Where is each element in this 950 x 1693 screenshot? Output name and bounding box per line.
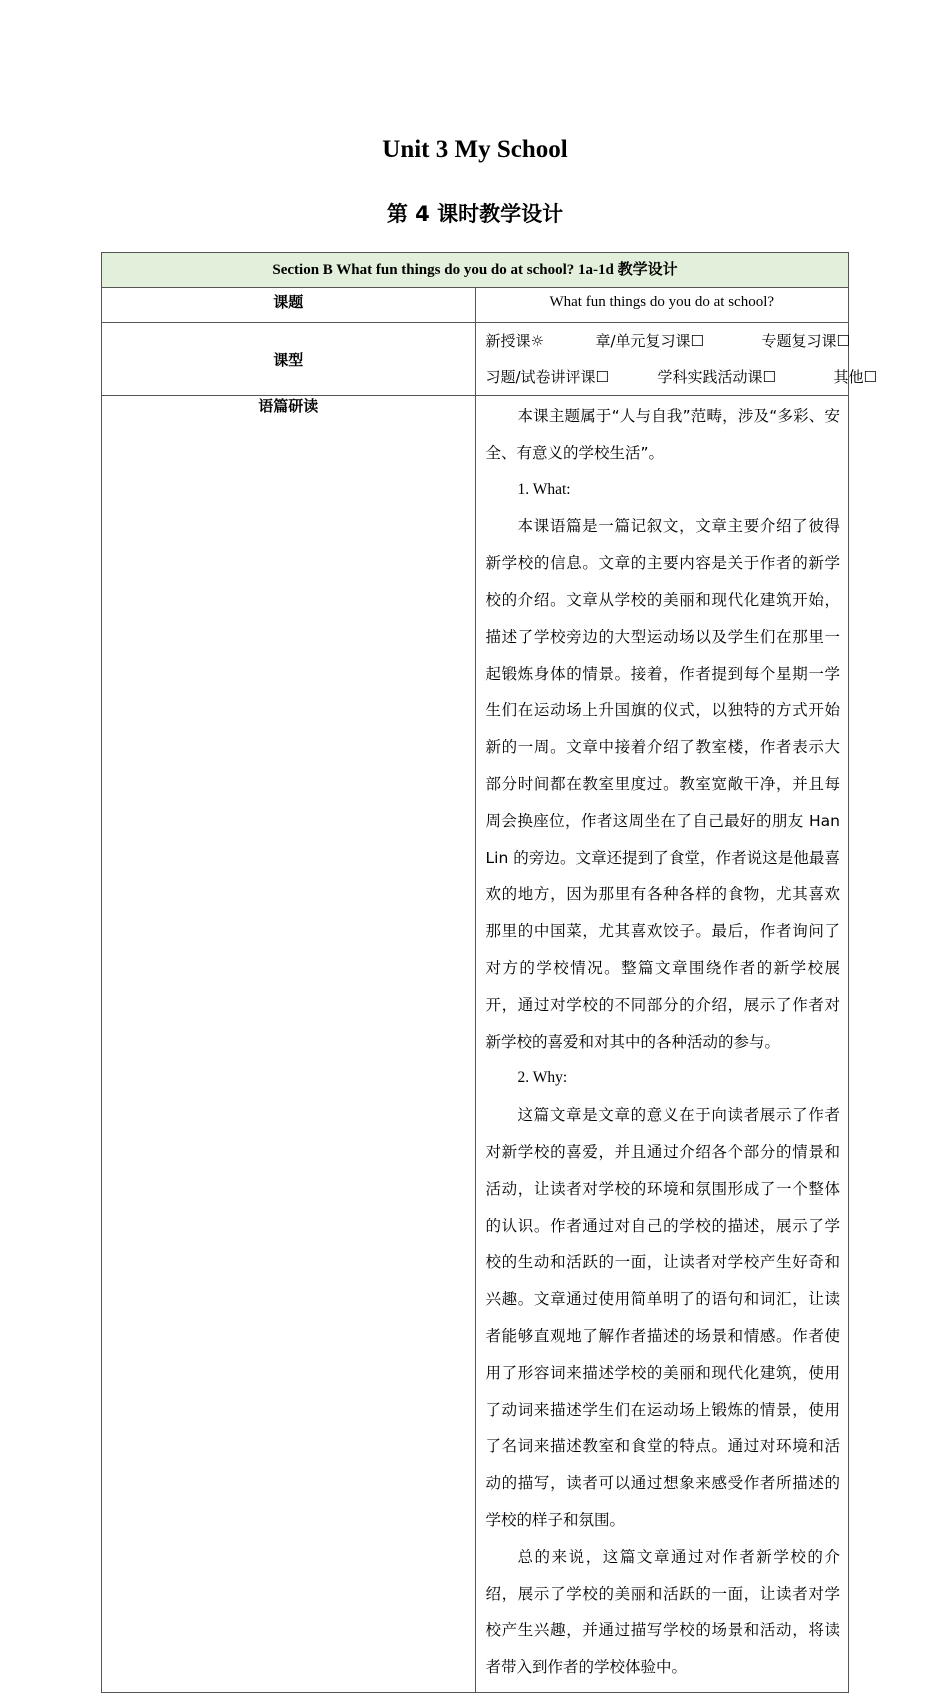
type-option-practice[interactable]: 学科实践活动课☐: [657, 368, 776, 386]
lesson-design-table: [101, 252, 877, 1693]
page-title: Unit 3 My School: [382, 136, 568, 163]
type-options-line-2: [476, 359, 877, 395]
what-paragraph: 本课语篇是一篇记叙文，文章主要介绍了彼得新学校的信息。文章的主要内容是关于作者的新学校的介绍。文章从学校的美丽和现代化建筑开始，描述了学校旁边的大型运动场以及学生们在那里一起锻炼身体的情景。接着，作者提到每个星期一学生们在运动场上升国旗的仪式，以独特的方式开始新的一周。文章中接着介绍了教室楼，作者表示大部分时间都在教室里度过。教室宽敞干净，并且每周会换座位，作者这周坐在了自己最好的朋友 Han Lin 的旁边。文章还提到了食堂，作者说这是他最喜欢的地方，因为那里有各种各样的食物，尤其喜欢那里的中国菜，尤其喜欢饺子。最后，作者询问了对方的学校情况。整篇文章围绕作者的新学校展开，通过对学校的不同部分的介绍，展示了作者对新学校的喜爱和对其中的各种活动的参与。: [485, 517, 840, 1051]
reading-intro: 本课主题属于“人与自我”范畴，涉及“多彩、安全、有意义的学校生活”。: [485, 407, 840, 462]
type-label: 课型: [102, 323, 476, 396]
table-header-row: [102, 253, 849, 288]
reading-label: 语篇研读: [102, 396, 476, 1693]
what-heading: 1. What:: [517, 480, 571, 498]
type-option-other[interactable]: 其他☐: [833, 368, 877, 386]
why-heading: 2. Why:: [517, 1069, 568, 1087]
type-option-unit-review[interactable]: 章/单元复习课☐: [595, 332, 705, 350]
page-subtitle: 第 4 课时教学设计: [386, 202, 564, 226]
type-options: [475, 323, 877, 396]
summary-paragraph: 总的来说，这篇文章通过对作者新学校的介绍，展示了学校的美丽和活跃的一面，让读者对学校产生兴趣，并通过描写学校的场景和活动，将读者带入到作者的学校体验中。: [485, 1547, 840, 1677]
topic-label: 课题: [102, 288, 476, 323]
table-header: Section B What fun things do you do at school? 1a-1d 教学设计: [102, 253, 849, 288]
type-option-new[interactable]: 新授课☼: [485, 332, 544, 350]
reading-row: [102, 396, 849, 1693]
reading-content: [475, 396, 849, 1693]
type-row: [102, 323, 849, 396]
why-paragraph: 这篇文章是文章的意义在于向读者展示了作者对新学校的喜爱，并且通过介绍各个部分的情景和活动，让读者对学校的环境和氛围形成了一个整体的认识。作者通过对自己的学校的描述，展示了学校的生动和活跃的一面，让读者对学校产生好奇和兴趣。文章通过使用简单明了的语句和词汇，让读者能够直观地了解作者描述的场景和情感。作者使用了形容词来描述学校的美丽和现代化建筑，使用了动词来描述学生们在运动场上锻炼的情景，使用了名词来描述教室和食堂的特点。通过对环境和活动的描写，读者可以通过想象来感受作者所描述的学校的样子和氛围。: [485, 1106, 840, 1529]
topic-row: [102, 288, 849, 323]
type-option-exercise-review[interactable]: 习题/试卷讲评课☐: [485, 368, 610, 386]
topic-value: What fun things do you do at school?: [475, 288, 849, 323]
type-options-line-1: [476, 323, 849, 359]
type-option-topic-review[interactable]: 专题复习课☐: [761, 332, 850, 350]
